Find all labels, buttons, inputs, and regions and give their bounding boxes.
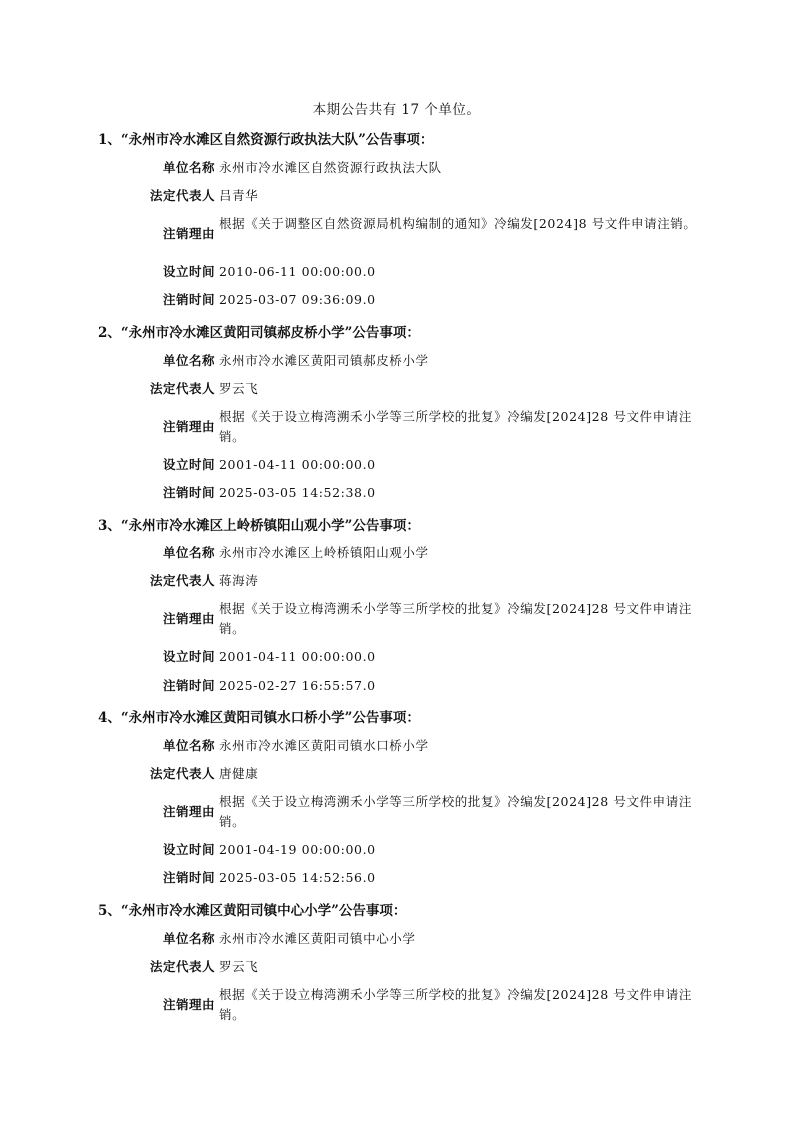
- unit-name-label: 单位名称: [162, 353, 215, 368]
- unit-name-value: 永州市冷水滩区黄阳司镇郝皮桥小学: [219, 353, 429, 368]
- legal-rep-label: 法定代表人: [149, 959, 215, 974]
- cancelled-value: 2025-02-27 16:55:57.0: [219, 678, 376, 693]
- established-value: 2010-06-11 00:00:00.0: [219, 264, 376, 279]
- cancelled-label: 注销时间: [162, 678, 215, 693]
- established-label: 设立时间: [162, 457, 215, 472]
- legal-rep-label: 法定代表人: [149, 573, 215, 588]
- established-label: 设立时间: [162, 842, 215, 857]
- legal-rep-value: 罗云飞: [219, 381, 259, 396]
- notice-heading: 4、“永州市冷水滩区黄阳司镇水口桥小学”公告事项：: [98, 710, 420, 726]
- cancelled-value: 2025-03-07 09:36:09.0: [219, 292, 376, 307]
- legal-rep-label: 法定代表人: [149, 381, 215, 396]
- notice-heading: 3、“永州市冷水滩区上岭桥镇阳山观小学”公告事项：: [98, 518, 420, 534]
- cancelled-value: 2025-03-05 14:52:56.0: [219, 870, 376, 885]
- reason-label: 注销理由: [162, 611, 215, 626]
- legal-rep-label: 法定代表人: [149, 188, 215, 203]
- unit-name-value: 永州市冷水滩区上岭桥镇阳山观小学: [219, 545, 429, 560]
- legal-rep-value: 唐健康: [219, 766, 259, 781]
- cancelled-label: 注销时间: [162, 485, 215, 500]
- unit-name-value: 永州市冷水滩区自然资源行政执法大队: [219, 160, 442, 175]
- legal-rep-value: 吕青华: [219, 188, 259, 203]
- unit-name-label: 单位名称: [162, 738, 215, 753]
- reason-label: 注销理由: [162, 997, 215, 1012]
- reason-value: 根据《关于调整区自然资源局机构编制的通知》冷编发[2024]8 号文件申请注销。: [219, 216, 697, 231]
- established-value: 2001-04-19 00:00:00.0: [219, 842, 376, 857]
- reason-value: 根据《关于设立梅湾溯禾小学等三所学校的批复》冷编发[2024]28 号文件申请注销。: [219, 409, 692, 444]
- notice-heading: 5、“永州市冷水滩区黄阳司镇中心小学”公告事项：: [98, 903, 407, 919]
- unit-name-value: 永州市冷水滩区黄阳司镇中心小学: [219, 931, 416, 946]
- notice-heading: 1、“永州市冷水滩区自然资源行政执法大队”公告事项：: [98, 132, 434, 148]
- summary-line: 本期公告共有 17 个单位。: [312, 102, 481, 118]
- reason-value: 根据《关于设立梅湾溯禾小学等三所学校的批复》冷编发[2024]28 号文件申请注销。: [219, 601, 692, 636]
- cancelled-value: 2025-03-05 14:52:38.0: [219, 485, 376, 500]
- unit-name-label: 单位名称: [162, 545, 215, 560]
- unit-name-value: 永州市冷水滩区黄阳司镇水口桥小学: [219, 738, 429, 753]
- unit-name-label: 单位名称: [162, 931, 215, 946]
- legal-rep-value: 蒋海涛: [219, 573, 259, 588]
- established-label: 设立时间: [162, 264, 215, 279]
- reason-label: 注销理由: [162, 226, 215, 241]
- cancelled-label: 注销时间: [162, 292, 215, 307]
- unit-name-label: 单位名称: [162, 160, 215, 175]
- reason-value: 根据《关于设立梅湾溯禾小学等三所学校的批复》冷编发[2024]28 号文件申请注销。: [219, 987, 692, 1022]
- legal-rep-value: 罗云飞: [219, 959, 259, 974]
- cancelled-label: 注销时间: [162, 870, 215, 885]
- established-label: 设立时间: [162, 649, 215, 664]
- established-value: 2001-04-11 00:00:00.0: [219, 649, 376, 664]
- legal-rep-label: 法定代表人: [149, 766, 215, 781]
- reason-value: 根据《关于设立梅湾溯禾小学等三所学校的批复》冷编发[2024]28 号文件申请注销。: [219, 794, 692, 829]
- established-value: 2001-04-11 00:00:00.0: [219, 457, 376, 472]
- notice-heading: 2、“永州市冷水滩区黄阳司镇郝皮桥小学”公告事项：: [98, 325, 420, 341]
- reason-label: 注销理由: [162, 804, 215, 819]
- reason-label: 注销理由: [162, 419, 215, 434]
